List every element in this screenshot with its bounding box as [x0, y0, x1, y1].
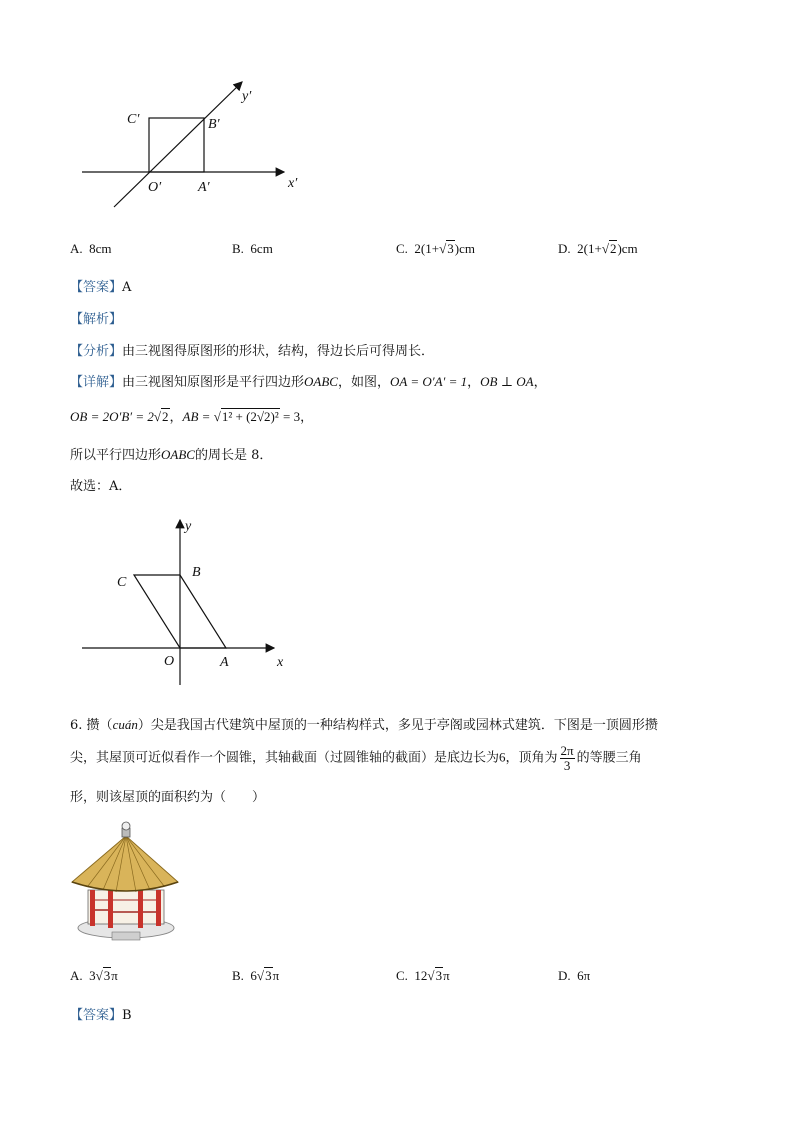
q5-option-d: D. 2(1+√2)cm	[558, 241, 638, 256]
label-x: x	[277, 655, 284, 670]
fenxi-line: 【分析】由三视图得原图形的形状，结构，得边长后可得周长．	[70, 344, 435, 359]
q6-line-3: 形，则该屋顶的面积约为（ ）	[70, 790, 266, 805]
y-prime-axis	[114, 82, 242, 207]
q5-option-b: B. 6cm	[232, 241, 273, 256]
parallelogram-figure	[70, 515, 300, 695]
label-o: O	[164, 654, 175, 669]
q6-option-d: D. 6π	[558, 968, 591, 983]
label-a: A	[220, 655, 229, 670]
q6-line-2: 尖，其屋顶可近似看作一个圆锥，其轴截面（过圆锥轴的截面）是底边长为6，顶角为 $\frac{2\pi}{3}$ 的等腰三角	[70, 743, 642, 773]
q6-option-b: B. 6√3π	[232, 968, 280, 983]
label-b-prime: B′	[208, 117, 220, 132]
ob-ab-line: OB = 2O′B′ = 2√2，AB = √1² + (2√2)² = 3，	[70, 409, 314, 424]
label-y-prime: y′	[242, 89, 252, 104]
label-x-prime: x′	[288, 176, 298, 191]
q6-line-1: 6. 攒（cuán）尖是我国古代建筑中屋顶的一种结构样式，多见于亭阁或园林式建筑．下图是一顶圆形攒	[70, 717, 658, 733]
label-b: B	[192, 565, 201, 580]
analysis-tag: 【解析】	[70, 312, 123, 327]
pavilion-image	[68, 820, 183, 945]
q5-option-c: C. 2(1+√3)cm	[396, 241, 475, 256]
answer-q5: 【答案】A	[70, 280, 132, 295]
oblique-figure	[70, 70, 320, 220]
label-c-prime: C′	[127, 112, 140, 127]
answer-q6: 【答案】B	[70, 1008, 132, 1023]
q6-option-a: A. 3√3π	[70, 968, 118, 983]
label-y: y	[185, 519, 192, 534]
label-c: C	[117, 575, 127, 590]
square-oabc-prime	[149, 118, 204, 172]
choose-line: 故选：A．	[70, 479, 132, 494]
q5-option-a: A. 8cm	[70, 241, 112, 256]
xiangjie-line: 【详解】由三视图知原图形是平行四边形OABC，如图，OA = O′A′ = 1，OB ⊥ OA，	[70, 374, 547, 390]
label-o-prime: O′	[148, 180, 162, 195]
q6-option-c: C. 12√3π	[396, 968, 450, 983]
label-a-prime: A′	[198, 180, 210, 195]
conclusion-line: 所以平行四边形OABC的周长是 8．	[70, 447, 273, 463]
